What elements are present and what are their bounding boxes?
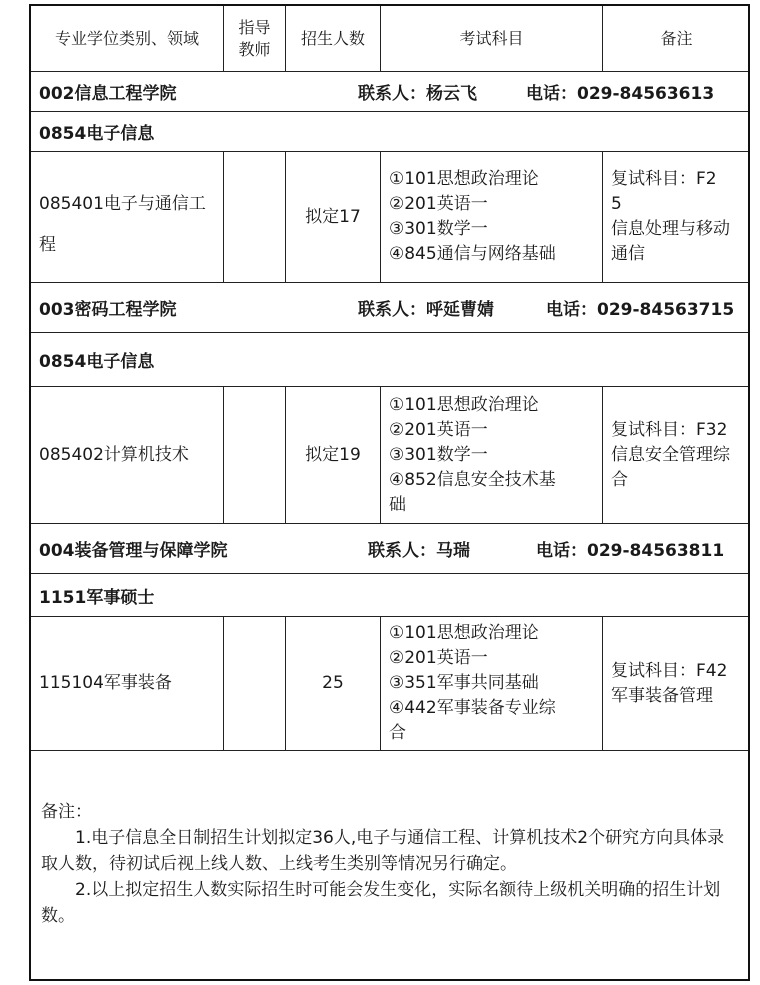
major-name-line: 115104军事装备: [39, 673, 172, 693]
notes-title: 备注：: [41, 802, 92, 822]
remark-line: 复试科目：F42: [611, 660, 728, 681]
remark-line: 合: [611, 469, 628, 490]
advisor-cell: [224, 152, 286, 282]
exam-cell: [381, 387, 603, 523]
advisor-cell: [224, 617, 286, 750]
category-name: 0854电子信息: [39, 352, 155, 372]
remark-cell: [603, 387, 750, 523]
quota-value: 拟定17: [305, 206, 361, 227]
college-phone: 电话：029-84563811: [536, 541, 725, 561]
exam-item: ③351军事共同基础: [389, 673, 539, 693]
major-name-line: 程: [39, 235, 56, 255]
remark-line: 复试科目：F2: [611, 169, 717, 189]
enrollment-table: [29, 4, 750, 981]
college-contact: 联系人：杨云飞: [358, 84, 477, 104]
college-name: 002信息工程学院: [39, 84, 177, 104]
remark-line: 信息处理与移动: [611, 219, 730, 239]
category-name: 0854电子信息: [39, 124, 155, 144]
major-cell: [31, 617, 224, 750]
notes-item: 1.电子信息全日制招生计划拟定36人,电子与通信工程、计算机技术2个研究方向具体录取人数，待初试后视上线人数、上线考生类别等情况另行确定。: [41, 828, 725, 874]
header-quota: [286, 6, 381, 71]
exam-item: ③301数学一: [389, 219, 488, 239]
header-advisor: [224, 6, 286, 71]
header-advisor-label-2: 教师: [238, 39, 271, 59]
major-row: [31, 387, 748, 524]
remark-line: 5: [611, 194, 622, 214]
exam-item: ①101思想政治理论: [389, 394, 539, 415]
category-row: [31, 112, 748, 152]
remark-line: 军事装备管理: [611, 685, 713, 706]
college-contact: 联系人：马瑞: [368, 541, 470, 561]
college-row: [31, 524, 748, 574]
quota-cell: [286, 617, 381, 750]
exam-item: 合: [389, 723, 406, 743]
remark-line: 通信: [611, 244, 645, 264]
college-name: 004装备管理与保障学院: [39, 541, 228, 561]
header-exam-label: 考试科目: [459, 28, 524, 48]
quota-cell: [286, 387, 381, 523]
college-phone: 电话：029-84563613: [526, 84, 715, 104]
exam-item: ④845通信与网络基础: [389, 244, 556, 264]
college-phone: 电话：029-84563715: [546, 300, 735, 320]
major-cell: [31, 152, 224, 282]
exam-item: ②201英语一: [389, 194, 488, 214]
college-row: [31, 283, 748, 333]
header-remark-label: 备注: [660, 28, 693, 48]
header-major: [31, 6, 224, 71]
major-name-line: 085402计算机技术: [39, 444, 189, 465]
major-cell: [31, 387, 224, 523]
remark-cell: [603, 617, 750, 750]
header-quota-label: 招生人数: [300, 28, 365, 48]
exam-cell: [381, 152, 603, 282]
category-row: [31, 333, 748, 387]
major-name-line: 085401电子与通信工: [39, 194, 206, 214]
college-row: [31, 72, 748, 112]
advisor-cell: [224, 387, 286, 523]
exam-item: ④852信息安全技术基: [389, 469, 556, 490]
quota-value: 25: [322, 673, 344, 693]
table-header-row: [31, 6, 748, 72]
major-row: [31, 152, 748, 283]
quota-value: 拟定19: [305, 444, 361, 465]
quota-cell: [286, 152, 381, 282]
category-name: 1151军事硕士: [39, 587, 155, 608]
college-contact: 联系人：呼延曹婧: [358, 300, 494, 320]
exam-item: ②201英语一: [389, 419, 488, 440]
exam-item: ①101思想政治理论: [389, 623, 539, 643]
header-advisor-label-1: 指导: [238, 17, 271, 37]
college-name: 003密码工程学院: [39, 300, 177, 320]
notes-item: 2.以上拟定招生人数实际招生时可能会发生变化，实际名额待上级机关明确的招生计划数。: [41, 880, 721, 926]
major-row: [31, 617, 748, 751]
header-exam: [381, 6, 603, 71]
remark-cell: [603, 152, 750, 282]
header-remark: [603, 6, 750, 71]
exam-item: 础: [389, 494, 406, 515]
exam-item: ②201英语一: [389, 648, 488, 668]
header-major-label: 专业学位类别、领域: [54, 28, 199, 48]
remark-line: 信息安全管理综: [611, 444, 730, 465]
notes-section: [31, 751, 748, 979]
exam-item: ④442军事装备专业综: [389, 698, 556, 718]
exam-item: ①101思想政治理论: [389, 169, 539, 189]
exam-cell: [381, 617, 603, 750]
exam-item: ③301数学一: [389, 444, 488, 465]
remark-line: 复试科目：F32: [611, 419, 728, 440]
category-row: [31, 574, 748, 617]
